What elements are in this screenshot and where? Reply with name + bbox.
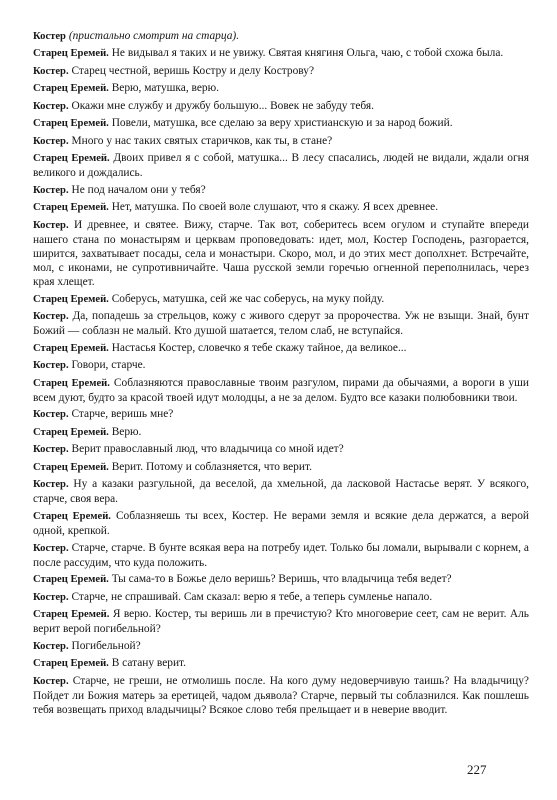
- line-text: Ну а казаки разгульной, да веселой, да хмельной, да ласковой Настасье верят. У всякого, старче, своя вера.: [33, 478, 529, 506]
- dialogue-line: [33, 218, 529, 289]
- dialogue-line: [33, 572, 529, 587]
- line-text: Соблазняются православные твоим разгулом, пирами да обычаями, а вороги в уши всем дуют, будто за красой твоей идут молодцы, а не за делом. Будто все казаки полюбовники твои.: [33, 376, 529, 404]
- speaker-name: Костер.: [33, 184, 69, 196]
- dialogue-line: [33, 477, 529, 506]
- speaker-name: Костер.: [33, 219, 69, 231]
- dialogue-line: [33, 64, 529, 79]
- dialogue-line: [33, 292, 529, 307]
- speaker-name: Костер.: [33, 542, 69, 554]
- dialogue-line: [33, 442, 529, 457]
- dialogue-line: [33, 407, 529, 422]
- speaker-name: Старец Еремей.: [33, 293, 109, 305]
- dialogue-line: [33, 151, 529, 180]
- line-text: И древнее, и святее. Вижу, старче. Так вот, соберитесь всем огулом и ступайте впереди нашего стана по монастырям и церквам проповедовать: идет, мол, Костер Господень, разгорается, ширится, захватывает посады, села и монастыри. Скоро, мол, и до этих мест дополхнет. Встречайте, мол, с иконами, не супротивничайте. Чаша русской земли горечью огненной переполнилась, через края хлещет.: [33, 218, 529, 289]
- dialogue-line: [33, 607, 529, 636]
- speaker-name: Костер.: [33, 135, 69, 147]
- speaker-name: Костер.: [33, 409, 69, 421]
- line-text: Старче, старче. В бунте всякая вера на потребу идет. Только бы ломали, вырывали с корнем, а после рассудим, что куда положить.: [33, 541, 529, 569]
- dialogue-line: [33, 509, 529, 538]
- line-text: Верит. Потому и соблазняется, что верит.: [111, 460, 312, 473]
- dialogue-line: [33, 376, 529, 405]
- dialogue-line: [33, 116, 529, 131]
- line-text: Верю.: [111, 425, 142, 438]
- line-text: Говори, старче.: [71, 359, 146, 372]
- speaker-name: Старец Еремей.: [33, 118, 109, 130]
- line-text: Старче, не греши, не отмолишь после. На кого думу недоверчивую таишь? На владычицу? Пойдет ли Божия матерь за еретицей, чадом дьявола? Старче, первый ты соблазнился. Как пошлешь тебя возвещать приход владычицы? Всякое слово тебя прельщает и в неверие вводит.: [33, 674, 529, 716]
- dialogue-line: [33, 99, 529, 114]
- speaker-name: Старец Еремей.: [33, 658, 109, 670]
- line-text: Да, попадешь за стрельцов, кожу с живого сдерут за пророчества. Уж не взыщи. Знай, бунт Божий — соблазн не малый. Кто душой шатается, телом слаб, не вступайся.: [33, 310, 529, 338]
- line-text: В сатану верит.: [111, 657, 187, 670]
- speaker-name: Костер.: [33, 311, 69, 323]
- line-text: Соберусь, матушка, сей же час соберусь, на муку пойду.: [111, 292, 385, 305]
- dialogue-line: [33, 674, 529, 717]
- speaker-name: Костер.: [33, 591, 69, 603]
- speaker-name: Костер.: [33, 444, 69, 456]
- dialogue-line: [33, 341, 529, 356]
- dialogue-line: [33, 656, 529, 671]
- dialogue-line: [33, 29, 529, 44]
- speaker-name: Старец Еремей.: [33, 461, 109, 473]
- speaker-name: Костер.: [33, 479, 69, 491]
- speaker-name: Старец Еремей.: [33, 426, 109, 438]
- line-text: Не видывал я таких и не увижу. Святая княгиня Ольга, чаю, с тобой схожа была.: [111, 47, 504, 60]
- line-text: Погибельной?: [71, 639, 141, 652]
- speaker-name: Старец Еремей.: [33, 609, 110, 621]
- document-body: [33, 29, 529, 719]
- speaker-name: Костер.: [33, 360, 69, 372]
- speaker-name: Костер.: [33, 675, 69, 687]
- dialogue-line: [33, 183, 529, 198]
- dialogue-line: [33, 590, 529, 605]
- speaker-name: Костер.: [33, 640, 69, 652]
- dialogue-line: [33, 358, 529, 373]
- line-text: Я верю. Костер, ты веришь ли в пречистую? Кто многоверие сеет, сам не верит. Аль верит верой погибельной?: [33, 608, 529, 636]
- dialogue-line: [33, 200, 529, 215]
- stage-direction: (пристально смотрит на старца).: [68, 30, 240, 42]
- dialogue-line: [33, 134, 529, 149]
- line-text: Окажи мне службу и дружбу большую... Вовек не забуду тебя.: [71, 99, 374, 112]
- line-text: Верю, матушка, верю.: [111, 82, 219, 95]
- speaker-name: Старец Еремей.: [33, 48, 109, 60]
- line-text: Нет, матушка. По своей воле слушают, что я скажу. Я всех древнее.: [111, 201, 439, 214]
- speaker-name: Старец Еремей.: [33, 153, 110, 165]
- line-text: Соблазняешь ты всех, Костер. Не верами земля и всякие дела держатся, а верой одной, крепкой.: [33, 509, 529, 538]
- line-text: Много у нас таких святых старичков, как ты, в стане?: [71, 134, 333, 147]
- line-text: Двоих привел я с собой, матушка... В лесу спасались, людей не видали, ждали огня великого и дождались.: [33, 152, 529, 180]
- dialogue-line: [33, 460, 529, 475]
- page-number: 227: [467, 762, 487, 777]
- speaker-name: Старец Еремей.: [33, 377, 110, 389]
- speaker-name: Костер.: [33, 100, 69, 112]
- speaker-name: Старец Еремей.: [33, 342, 109, 354]
- speaker-name: Старец Еремей.: [33, 574, 109, 586]
- speaker-name: Костер: [33, 31, 66, 42]
- speaker-name: Костер.: [33, 65, 69, 77]
- line-text: Старче, веришь мне?: [71, 408, 174, 421]
- line-text: Настасья Костер, словечко я тебе скажу тайное, да великое...: [111, 341, 407, 354]
- line-text: Старче, не спрашивай. Сам сказал: верю я тебе, а теперь сумленье напало.: [71, 590, 433, 603]
- dialogue-line: [33, 46, 529, 61]
- dialogue-line: [33, 81, 529, 96]
- speaker-name: Старец Еремей.: [33, 83, 109, 95]
- dialogue-line: [33, 309, 529, 338]
- dialogue-line: [33, 639, 529, 654]
- line-text: Ты сама-то в Божье дело веришь? Веришь, что владычица тебя ведет?: [111, 573, 452, 586]
- dialogue-line: [33, 425, 529, 440]
- line-text: Старец честной, веришь Костру и делу Кострову?: [71, 64, 315, 77]
- line-text: Не под началом они у тебя?: [71, 183, 206, 196]
- speaker-name: Старец Еремей.: [33, 202, 109, 214]
- speaker-name: Старец Еремей.: [33, 510, 111, 522]
- line-text: Повели, матушка, все сделаю за веру христианскую и за народ божий.: [111, 117, 453, 130]
- dialogue-line: [33, 541, 529, 570]
- line-text: Верит православный люд, что владычица со мной идет?: [71, 443, 344, 456]
